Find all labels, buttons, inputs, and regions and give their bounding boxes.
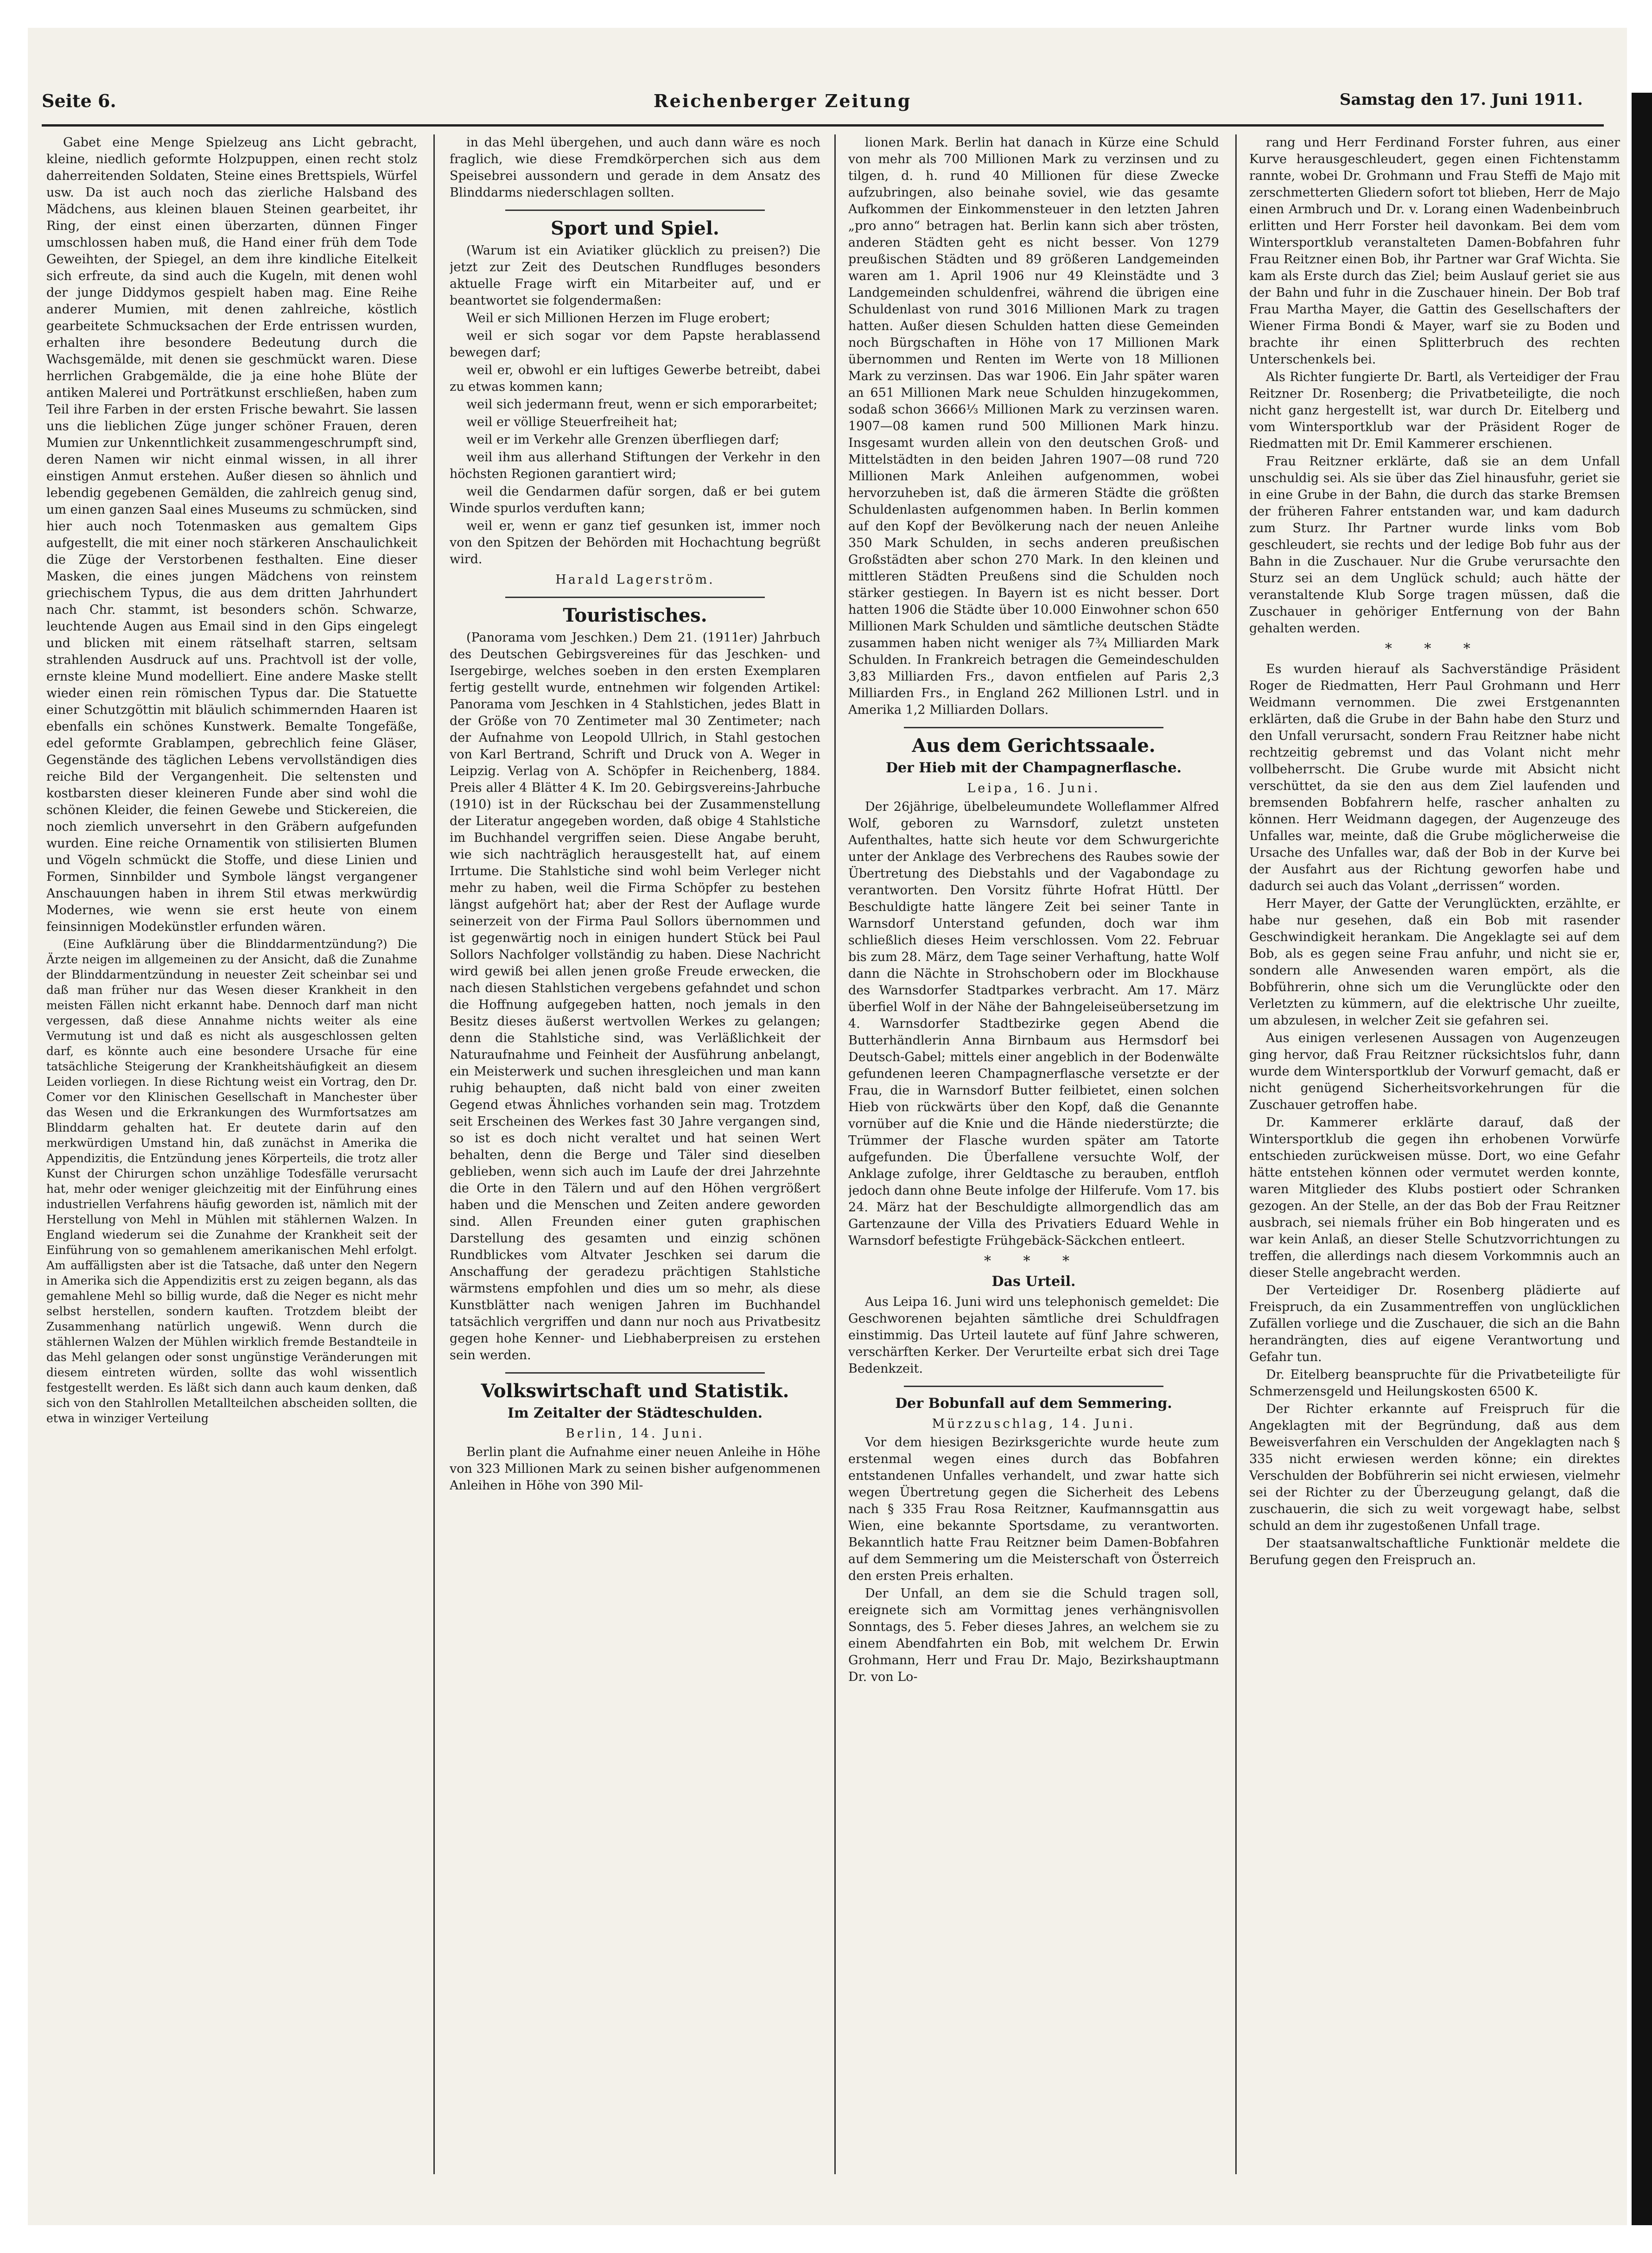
article-text: Vor dem hiesigen Bezirksgerichte wurde heute zum erstenmal wegen eines durch das Bobfahren entstandenen Unfalles verhandelt, und zwar hatte sich wegen Übertretung gegen die Sicherheit des Lebens nach § 335 Frau Rosa Reitzner, Kaufmannsgattin aus Wien, eine bekannte Sportsdame, zu verantworten. Bekanntlich hatte Frau Reitzner beim Damen-Bobfahren auf dem Semmering um die Meisterschaft von Österreich den ersten Preis erhalten. bbox=[848, 1435, 1219, 1583]
section-heading: Sport und Spiel. bbox=[551, 217, 719, 239]
section-divider bbox=[904, 727, 1163, 728]
article-text: Es wurden hierauf als Sachverständige Präsident Roger de Riedmatten, Herr Paul Grohmann und Herr Weidmann vernommen. Die zwei Erstgenannten erklärten, daß die Grube in der Bahn habe den Sturz und den Unfall verursacht, sondern Frau Reitzner habe nicht rechtzeitig gebremst und das Volant nicht mehr vollbeherrscht. Die Grube wurde mit Absicht nicht verschüttet, da sie den aus dem Ziel laufenden und bremsenden Bobfahrern helfe, rascher anhalten zu können. Herr Weidmann dagegen, der Augenzeuge des Unfalles war, meinte, daß die Grube möglicherweise die Ursache des Unfalles war, daß der Bob in der Kurve bei der Ausfahrt aus der Richtung geworfen habe und dadurch sei auch das Volant „derrissen“ worden. bbox=[1249, 662, 1620, 893]
verse-line: Weil er sich Millionen Herzen im Fluge erobert; bbox=[466, 311, 770, 325]
article-text: Dr. Eitelberg beanspruchte für die Privatbeteiligte für Schmerzensgeld und Heilungskosten 6500 K. bbox=[1249, 1368, 1620, 1399]
article-text: (Eine Aufklärung über die Blinddarmentzündung?) Die Ärzte neigen im allgemeinen zu der Ansicht, daß die Zunahme der Blinddarmentzündung in neuester Zeit scheinbar sei und daß man früher nur das Wesen dieser Krankheit in den meisten Fällen nicht erkannt habe. Dennoch darf man nicht vergessen, daß diese Annahme nichts weiter als eine Vermutung ist und daß es nicht als ausgeschlossen gelten darf, es könnte auch eine besondere Ursache für eine tatsächliche Steigerung der Krankheitshäufigkeit an diesem Leiden vorliegen. In diese Richtung weist ein Vortrag, den Dr. Comer vor den Klinischen Gesellschaft in Manchester über das Wesen und die Erkrankungen des Wurmfortsatzes am Blinddarm gehalten hat. Er deutete darin auf den merkwürdigen Umstand hin, daß zunächst in Amerika die Appendizitis, die Entzündung jenes Körperteils, die trotz aller Kunst der Chirurgen schon unzählige Todesfälle verursacht hat, mehr oder weniger gleichzeitig mit der Einführung eines industriellen Verfahrens häufig geworden ist, nämlich mit der Herstellung von Mehl in Mühlen mit stählernen Walzen. In England wiederum sei die Zunahme der Krankheit seit der Einführung von so gemahlenem amerikanischen Mehl erfolgt. Am auffälligsten aber ist die Tatsache, daß unter den Negern in Amerika sich die Appendizitis erst zu zeigen begann, als das gemahlene Mehl so billig wurde, daß die Neger es nicht mehr selbst herstellen, sondern kauften. Trotzdem bleibt der Zusammenhang natürlich ungewiß. Wenn durch die stählernen Walzen der Mühlen wirklich fremde Bestandteile in das Mehl gelangen oder sonst ungünstige Veränderungen mit diesem eintreten würden, sollte das wohl wissentlich festgestellt werden. Es läßt sich dann auch kaum denken, daß sich von den Stahlrollen Metallteilchen abscheiden sollten, die etwa in winziger Verteilung bbox=[46, 937, 417, 1425]
section-divider bbox=[505, 597, 765, 598]
author-signature: Harald Lagerström. bbox=[555, 573, 715, 587]
article-text: Als Richter fungierte Dr. Bartl, als Verteidiger der Frau Reitzner Dr. Rosenberg; die Privatbeteiligte, die noch nicht ganz hergestellt ist, war durch Dr. Eitelberg und vom Wintersportklub war der Präsident Roger de Riedmatten mit Dr. Emil Kammerer erschienen. bbox=[1249, 370, 1620, 451]
article-title: Der Bobunfall auf dem Semmering. bbox=[895, 1395, 1172, 1412]
verse-line: weil er völlige Steuerfreiheit hat; bbox=[466, 415, 678, 429]
verse-line: weil er im Verkehr alle Grenzen überfliegen darf; bbox=[466, 433, 780, 447]
dateline: Leipa, 16. Juni. bbox=[967, 781, 1100, 796]
article-text: Der 26jährige, übelbeleumundete Wolleflammer Alfred Wolf, geboren zu Warnsdorf, zuletzt unsteten Aufenthaltes, hatte sich heute vor dem Schwurgerichte unter der Anklage des Verbrechens des Raubes sowie der Übertretung des Diebstahls und der Vagabondage zu verantworten. Den Vorsitz führte Hofrat Hüttl. Der Beschuldigte hatte längere Zeit bei seiner Tante in Warnsdorf Unterstand gefunden, doch war ihm schließlich dieses Heim verschlossen. Vom 22. Februar bis zum 28. März, dem Tage seiner Verhaftung, hatte Wolf dann die Nächte in Strohschobern oder im Blockhause des Warnsdorfer Stadtparkes verbracht. Am 17. März überfiel Wolf in der Nähe der Bahngeleiseübersetzung im 4. Warnsdorfer Stadtbezirke gegen Abend die Butterhändlerin Anna Birnbaum aus Hermsdorf bei Deutsch-Gabel; mittels einer angeblich in der Bodenwälte gefundenen leeren Champagnerflasche versetzte er der Frau, die in Warnsdorf Butter feilbietet, einen solchen Hieb von rückwärts über den Kopf, daß die Genannte vornüber auf die Knie und die Hände niederstürzte; die Trümmer der Flasche wurden später am Tatorte aufgefunden. Die Überfallene versuchte Wolf, der Anklage zufolge, ihrer Geldtasche zu berauben, entfloh jedoch dann ohne Beute infolge der Hilferufe. Vom 17. bis 24. März hat der Beschuldigte allmorgendlich das am Gartenzaune der Villa des Privatiers Eduard Wehle in Warnsdorf befestigte Frühgebäck-Säckchen entleert. bbox=[848, 800, 1219, 1248]
article-text: Berlin plant die Aufnahme einer neuen Anleihe in Höhe von 323 Millionen Mark zu seinen bisher aufgenommenen Anleihen in Höhe von 390 Mil- bbox=[450, 1445, 820, 1493]
article-text: (Warum ist ein Aviatiker glücklich zu preisen?) Die jetzt zur Zeit des Deutschen Rundfluges besonders aktuelle Frage wirft ein Mitarbeiter auf, und er beantwortet sie folgendermaßen: bbox=[450, 243, 820, 308]
scan-edge bbox=[1632, 93, 1652, 2225]
article-title: Der Hieb mit der Champagnerflasche. bbox=[885, 760, 1182, 776]
column-divider bbox=[834, 134, 836, 2174]
page-header bbox=[42, 86, 1604, 118]
section-divider bbox=[904, 1386, 1163, 1387]
column-4 bbox=[1249, 134, 1620, 2197]
column-divider bbox=[433, 134, 435, 2174]
article-text: Der Verteidiger Dr. Rosenberg plädierte auf Freispruch, da ein Zusammentreffen von unglücklichen Zufällen vorliege und die Zuschauer, die sich an die Bahn herandrängten, dies auf eigene Verantwortung und Gefahr tun. bbox=[1249, 1283, 1620, 1364]
verse-line: weil sich jedermann freut, wenn er sich emporarbeitet; bbox=[466, 397, 818, 412]
header-rule bbox=[42, 124, 1604, 127]
column-1 bbox=[46, 134, 417, 2197]
article-text: lionen Mark. Berlin hat danach in Kürze eine Schuld von mehr als 700 Millionen Mark zu verzinsen und zu tilgen, d. h. rund 40 Millionen für diese Zwecke aufzubringen, also beinahe soviel, wie das gesamte Aufkommen der Einkommensteuer in den letzten Jahren „pro anno“ betragen hat. Berlin kann sich aber trösten, anderen Städten geht es nicht besser. Von 1279 preußischen Städten und 89 größeren Landgemeinden waren am 1. April 1906 nur 49 Kleinstädte und 3 Landgemeinden schuldenfrei, während die übrigen eine Schuldenlast von rund 3016 Millionen Mark zu tragen hatten. Außer diesen Schulden hatten diese Gemeinden noch Bürgschaften in Höhe von 17 Millionen Mark übernommen und Renten im Werte von 18 Millionen Mark zu verzinsen. Das war 1906. Ein Jahr später waren an 651 Millionen Mark neue Schulden hinzugekommen, sodaß schon 3666⅓ Millionen Mark zu verzinsen waren. 1907—08 kamen rund 500 Millionen Mark hinzu. Insgesamt wurden allein von den deutschen Groß- und Mittelstädten in den beiden Jahren 1907—08 rund 720 Millionen Mark Anleihen aufgenommen, wobei hervorzuheben ist, daß die ärmeren Städte die größten Schuldenlasten aufgenommen haben. In Berlin kommen auf den Kopf der Bevölkerung nach der neuen Anleihe 350 Mark Schulden, in sechs anderen preußischen Großstädten aber schon 270 Mark. In den kleinen und mittleren Städten Preußens sind die Schulden noch stärker gestiegen. In Bayern ist es nicht besser. Dort hatten 1906 die Städte über 10.000 Einwohner schon 650 Millionen Mark Schulden und sämtliche deutschen Städte zusammen haben nicht weniger als 7¾ Milliarden Mark Schulden. In Frankreich betragen die Gemeindeschulden 3,83 Milliarden Frs., davon entfielen auf Paris 2,3 Milliarden Frs., in England 262 Millionen Lstrl. und in Amerika 1,2 Milliarden Dollars. bbox=[848, 135, 1219, 717]
article-text: Der staatsanwaltschaftliche Funktionär meldete die Berufung gegen den Freispruch an. bbox=[1249, 1536, 1620, 1567]
article-text: rang und Herr Ferdinand Forster fuhren, aus einer Kurve herausgeschleudert, gegen einen Fichtenstamm rannte, wobei Dr. Grohmann und Frau Steffi de Majo mit zerschmetterten Gliedern sofort tot blieben, Herr de Majo einen Armbruch und Dr. v. Lorang einen Wadenbeinbruch erlitten und Herr Forster heil davonkam. Bei dem vom Wintersportklub veranstalteten Damen-Bobfahren fuhr Frau Reitzner einen Bob, ihr Partner war Graf Wichta. Sie kam als Erste durch das Ziel; beim Auslauf geriet sie aus der Bahn und fuhr in die Zuschauer hinein. Der Bob traf Frau Martha Mayer, die Gattin des Gesellschafters der Wiener Firma Bondi & Mayer, warf sie zu Boden und brachte ihr einen Splitterbruch des rechten Unterschenkels bei. bbox=[1249, 135, 1620, 367]
column-3 bbox=[848, 134, 1219, 2197]
verse-line: weil ihm aus allerhand Stiftungen der Verkehr in den höchsten Regionen garantiert wird; bbox=[450, 450, 820, 481]
masthead: Reichenberger Zeitung bbox=[654, 90, 912, 111]
column-divider bbox=[1235, 134, 1237, 2174]
article-text: Dr. Kammerer erklärte darauf, daß der Wintersportklub die gegen ihn erhobenen Vorwürfe entschieden zurückweisen müsse. Dort, wo eine Gefahr hätte entstehen können oder vermutet werden konnte, waren Mitglieder des Klubs postiert oder Schranken gezogen. An der Stelle, an der das Bob der Frau Reitzner ausbrach, sei niemals früher ein Bob hingeraten und es war kein Anlaß, an dieser Stelle Schutzvorrichtungen zu treffen, die allerdings nach diesem Vorkommnis auch an dieser Stelle angebracht werden. bbox=[1249, 1115, 1620, 1280]
section-stars: * * * bbox=[984, 1253, 1084, 1269]
article-text: Aus Leipa 16. Juni wird uns telephonisch gemeldet: Die Geschworenen bejahten sämtliche drei Schuldfragen einstimmig. Das Urteil lautete auf fünf Jahre schweren, verschärften Kerker. Der Verurteilte erbat sich drei Tage Bedenkzeit. bbox=[848, 1295, 1219, 1376]
issue-date: Samstag den 17. Juni 1911. bbox=[1340, 90, 1583, 109]
verse-line: weil er sich sogar vor dem Papste herablassend bewegen darf; bbox=[450, 329, 820, 360]
article-title: Das Urteil. bbox=[991, 1273, 1076, 1290]
dateline: Mürzzuschlag, 14. Juni. bbox=[932, 1417, 1136, 1431]
dateline: Berlin, 14. Juni. bbox=[565, 1426, 705, 1441]
article-text: Herr Mayer, der Gatte der Verunglückten, erzählte, er habe nur gesehen, daß ein Bob mit rasender Geschwindigkeit herankam. Die Angeklagte sei auf dem Bob, als es gegen seine Frau anfuhr, und nicht sie er, sondern alle Anwesenden waren empört, als die Bobführerin, ohne sich um die Verunglückte oder den Verletzten zu kümmern, auf die elektrische Uhr zueilte, um abzulesen, in welcher Zeit sie gefahren sei. bbox=[1249, 897, 1620, 1028]
section-divider bbox=[505, 210, 765, 211]
article-title: Im Zeitalter der Städteschulden. bbox=[507, 1405, 763, 1421]
article-text: Der Richter erkannte auf Freispruch für die Angeklagten mit der Begründung, daß aus dem Beweisverfahren ein Verschulden der Angeklagten nach § 335 nicht erwiesen werden könne; ein direktes Verschulden der Bobführerin sei nicht erwiesen, vielmehr sei der Richter zu der Überzeugung gelangt, daß die zuschauerin, die sich zu weit vorgewagt habe, selbst schuld an dem ihr zugestoßenen Unfall trage. bbox=[1249, 1402, 1620, 1533]
section-heading: Touristisches. bbox=[563, 605, 707, 626]
verse-line: weil die Gendarmen dafür sorgen, daß er bei gutem Winde spurlos verduften kann; bbox=[450, 484, 820, 516]
article-text: (Panorama vom Jeschken.) Dem 21. (1911er) Jahrbuch des Deutschen Gebirgsvereines für das Jeschken- und Isergebirge, welches soeben in den ersten Exemplaren fertig gestellt wurde, entnehmen wir folgenden Artikel: Panorama vom Jeschken in 4 Stahlstichen, jedes Blatt in der Größe von 70 Zentimeter mal 30 Zentimeter; nach der Aufnahme von Leopold Ullrich, in Stahl gestochen von Karl Bertrand, Schrift und Druck von A. Weger in Leipzig. Verlag von A. Schöpfer in Reichenberg, 1884. Preis aller 4 Blätter 4 K. Im 20. Gebirgsvereins-Jahrbuche (1910) ist in der Rückschau bei der Zusammenstellung der Literatur angegeben worden, daß obige 4 Stahlstiche im Buchhandel vergriffen seien. Diese Angabe beruht, wie sich nachträglich herausgestellt hat, auf einem Irrtume. Die Stahlstiche sind wohl beim Verleger nicht mehr zu haben, weil die Firma Schöpfer zu bestehen längst aufgehört hat; aber der Rest der Auflage wurde seinerzeit von der Firma Paul Sollors übernommen und ist gegenwärtig noch in einigen hundert Stück bei Paul Sollors Nachfolger vollständig zu haben. Diese Nachricht wird gewiß bei allen jenen große Freude erwecken, die nach diesen Stahlstichen vergebens gefahndet und schon die Hoffnung aufgegeben hatten, noch jemals in den Besitz dieses äußerst wertvollen Werkes zu gelangen; denn die Stahlstiche sind, was Verläßlichkeit der Naturaufnahme und Feinheit der Ausführung anbelangt, ein Meisterwerk und suchen ihresgleichen und man kann ruhig behaupten, daß nicht bald von einer zweiten Gegend etwas Ähnliches vorhanden sein mag. Trotzdem seit Erscheinen des Werkes fast 30 Jahre vergangen sind, so ist es doch nicht veraltet und hat seinen Wert behalten, denn die Berge und Täler sind dieselben geblieben, wenn sich auch im Laufe der drei Jahrzehnte die Orte in den Tälern und auf den Höhen vergrößert haben und die Menschen und Zeiten andere geworden sind. Allen Freunden einer guten graphischen Darstellung des gesamten und einzig schönen Rundblickes vom Altvater Jeschken sei darum die Anschaffung der geradezu prächtigen Stahlstiche wärmstens empfohlen und dies um so mehr, als diese Kunstblätter nach wenigen Jahren im Buchhandel tatsächlich vergriffen und dann nur noch aus Privatbesitz gegen hohe Kenner- und Liebhaberpreisen zu erstehen sein werden. bbox=[450, 630, 820, 1362]
article-text: in das Mehl übergehen, und auch dann wäre es noch fraglich, wie diese Fremdkörperchen sich aus dem Speisebrei aussondern und gerade in dem Ansatz des Blinddarms niederschlagen sollten. bbox=[450, 135, 820, 200]
article-text: Der Unfall, an dem sie die Schuld tragen soll, ereignete sich am Vormittag jenes verhängnisvollen Sonntags, des 5. Feber dieses Jahres, an welchem sie zu einem Abendfahrten ein Bob, mit welchem Dr. Erwin Grohmann, Herr und Frau Dr. Majo, Bezirkshauptmann Dr. von Lo- bbox=[848, 1586, 1219, 1684]
section-heading: Aus dem Gerichtssaale. bbox=[912, 735, 1156, 757]
section-stars: * * * bbox=[1385, 641, 1485, 657]
article-text: Aus einigen verlesenen Aussagen von Augenzeugen ging hervor, daß Frau Reitzner rücksichtslos fuhr, dann wurde dem Wintersportklub der Vorwurf gemacht, daß er nicht genügend Sicherheitsvorkehrungen für die Zuschauer getroffen habe. bbox=[1249, 1031, 1620, 1112]
verse-line: weil er, wenn er ganz tief gesunken ist, immer noch von den Spitzen der Behörden mit Hochachtung begrüßt wird. bbox=[450, 519, 820, 566]
section-heading: Volkswirtschaft und Statistik. bbox=[481, 1380, 789, 1402]
page-number: Seite 6. bbox=[42, 90, 116, 111]
section-divider bbox=[505, 1372, 765, 1374]
verse-line: weil er, obwohl er ein luftiges Gewerbe betreibt, dabei zu etwas kommen kann; bbox=[450, 363, 820, 394]
article-text: Gabet eine Menge Spielzeug ans Licht gebracht, kleine, niedlich geformte Holzpuppen, einen recht stolz daherreitenden Soldaten, Steine eines Brettspiels, Würfel usw. Da ist auch noch das zierliche Halsband des Mädchens, aus kleinen blauen Steinen gearbeitet, ihr Ring, der einst einen überzarten, dünnen Finger umschlossen haben muß, die Hand einer früh dem Tode Geweihten, der Spiegel, an dem ihre kindliche Eitelkeit sich erfreute, da sind auch die Kugeln, mit denen wohl der junge Diddymos gespielt haben mag. Eine Reihe anderer Mumien, mit denen zahlreiche, köstlich gearbeitete Schmucksachen der Erde entrissen wurden, erhalten ihre besondere Bedeutung durch die Wachsgemälde, mit denen sie geschmückt waren. Diese herrlichen Grabgemälde, die ja eine hohe Blüte der antiken Malerei und Porträtkunst erschließen, haben zum Teil ihre Farben in der ersten Frische bewahrt. Sie lassen uns die lieblichen Züge junger schöner Frauen, deren Mumien zur Unkenntlichkeit zusammengeschrumpft sind, deren Namen wir nicht einmal wissen, in all ihrer einstigen Anmut erstehen. Außer diesen so ähnlich und lebendig gegebenen Gemälden, die zahlreich genug sind, um einen ganzen Saal eines Museums zu schmücken, sind hier auch noch Totenmasken aus gemaltem Gips aufgestellt, die mit einer noch stärkeren Anschaulichkeit die Züge der Verstorbenen festhalten. Eine dieser Masken, die eines jungen Mädchens von reinstem griechischem Typus, die aus dem dritten Jahrhundert nach Chr. stammt, ist besonders schön. Schwarze, leuchtende Augen aus Email sind in den Gips eingelegt und blicken mit einem rätselhaft starren, seltsam strahlenden Ausdruck auf uns. Prachtvoll ist der volle, ernste kleine Mund modelliert. Eine andere Maske stellt wieder einen rein römischen Typus dar. Die Statuette einer Schutzgöttin mit bläulich schimmernden Haaren ist ebenfalls ein schönes Kunstwerk. Bemalte Tongefäße, edel geformte Grablampen, gebrechlich feine Gläser, Gegenstände des täglichen Lebens vervollständigen dies reiche Bild der Vergangenheit. Die seltensten und kostbarsten dieser kleineren Funde aber sind wohl die schönen Kleider, die feinen Gewebe und Stickereien, die noch ziemlich unversehrt in den Gräbern aufgefunden wurden. Eine reiche Ornamentik von stilisierten Blumen und Vögeln schmückt die Stoffe, und diese Linien und Formen, Sinnbilder und Symbole längst vergangener Anschauungen haben in ihrem Stil etwas merkwürdig Modernes, wie wenn sie erst heute von einem feinsinnigen Modekünstler erfunden wären. bbox=[46, 135, 417, 934]
article-text: Frau Reitzner erklärte, daß sie an dem Unfall unschuldig sei. Als sie über das Ziel hinausfuhr, geriet sie in eine Grube in der Bahn, die durch das starke Bremsen der früheren Fahrer entstanden war, und kam dadurch zum Sturz. Ihr Partner wurde links vom Bob geschleudert, sie rechts und der ledige Bob fuhr aus der Bahn in die Zuschauer. Nur die Grube verursachte den Sturz sei an dem Unglück schuld; auch hätte der veranstaltende Klub Sorge tragen müssen, daß die Zuschauer in gehöriger Entfernung von der Bahn gehalten werden. bbox=[1249, 454, 1620, 636]
column-2 bbox=[450, 134, 820, 2197]
